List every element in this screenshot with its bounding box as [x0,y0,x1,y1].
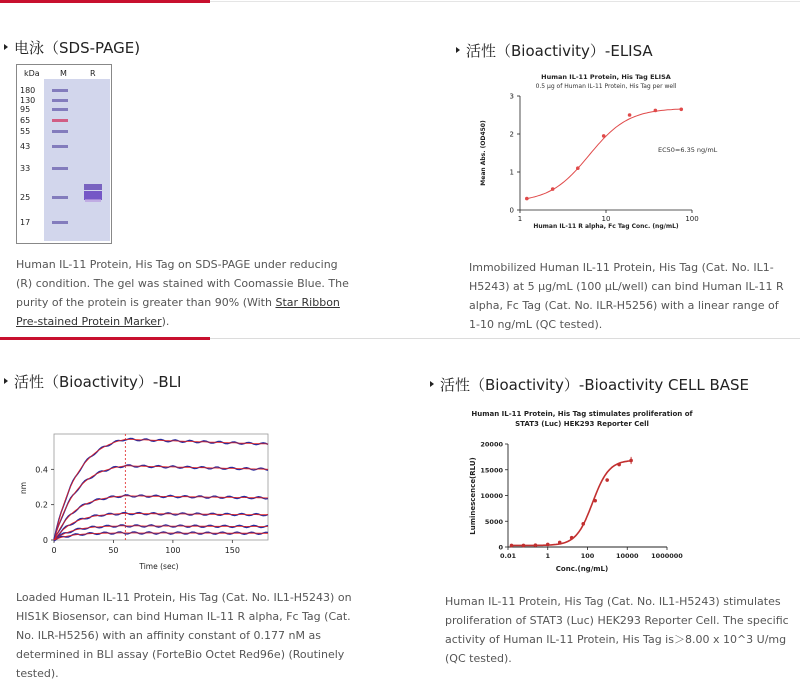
elisa-y-tick-label: 0 [509,206,514,215]
bli-sensorgram-c1 [54,439,268,541]
elisa-y-tick-label: 1 [509,168,514,177]
elisa-data-point [602,134,606,138]
elisa-description: Immobilized Human IL-11 Protein, His Tag (Cat. No. IL1-H5243) at 5 μg/mL (100 μL/well) can bind Human IL-11 R alpha, Fc Tag (Cat. No. ILR-H5256) with a linear range of 1-10 ng/mL (QC tested). [469,261,784,331]
elisa-y-tick-label: 2 [509,130,514,139]
cell-title [430,374,749,395]
elisa-ec50-annotation: EC50=6.35 ng/mL [658,146,718,154]
cell-y-tick-label: 20000 [480,440,503,449]
gel-marker-label: 180 [20,86,36,95]
bullet-triangle-icon [430,381,434,387]
cell-data-point [605,478,609,482]
elisa-data-point [576,166,580,170]
bli-y-tick-label: 0 [42,536,48,545]
bli-x-tick-label: 0 [51,546,57,555]
bli-title-text: 活性（Bioactivity）-BLI [14,373,182,391]
gel-marker-label: 65 [20,116,31,125]
cell-x-tick-label: 10000 [615,552,639,560]
gel-sample-band-upper [84,184,102,190]
cell-data-point [593,499,597,503]
cell-chart [462,404,693,576]
bli-y-label: nm [19,481,28,495]
cell-x-tick-label: 1000000 [651,552,683,560]
bli-x-label: Time (sec) [139,562,179,571]
gel-marker-label: 33 [20,164,31,173]
elisa-x-label: Human IL-11 R alpha, Fc Tag Conc. (ng/mL) [533,223,679,230]
bli-fit-c6 [54,533,268,540]
top-accent-bar [0,0,210,3]
sds-gel-image [16,64,112,244]
elisa-data-point [679,108,683,112]
gel-background [44,79,110,241]
cell-y-tick-label: 15000 [480,466,503,475]
cell-data-point [558,541,562,545]
cell-x-tick-label: 1 [545,552,551,560]
elisa-data-point [628,113,632,117]
cell-y-tick-label: 5000 [484,517,503,526]
cell-data-point [617,463,621,467]
bli-fit-c1 [54,439,268,540]
bli-plot-frame [54,434,268,540]
bli-title [4,371,181,392]
bullet-triangle-icon [4,378,8,384]
cell-data-point [546,543,550,547]
bullet-triangle-icon [4,44,8,50]
gel-ladder-band [52,108,68,111]
gel-ladder-band [52,145,68,148]
elisa-chart-title: Human IL-11 Protein, His Tag ELISA [541,73,671,81]
elisa-chart [470,70,718,240]
cell-data-point [510,544,514,548]
gel-marker-label: 55 [20,127,31,136]
cell-data-point [522,544,526,548]
elisa-data-point [525,197,529,201]
bli-x-tick-label: 100 [165,546,181,555]
cell-description: Human IL-11 Protein, His Tag (Cat. No. IL1-H5243) stimulates proliferation of STAT3 (Luc) HEK293 Reporter Cell. The specific activity of Human IL-11 Protein, His Tag is＞8.00 x 10^3 U/mg (QC tested). [445,595,789,665]
sds-description [16,255,356,331]
bli-x-tick-label: 50 [108,546,119,555]
gel-ladder-band [52,119,68,122]
elisa-title [456,40,653,61]
elisa-data-point [551,187,555,191]
gel-ladder-band [52,89,68,92]
section-divider-accent [0,337,210,340]
cell-chart-title: Human IL-11 Protein, His Tag stimulates proliferation of [471,410,693,418]
cell-data-point [534,543,538,547]
bli-chart [14,428,274,578]
gel-ladder-band [52,99,68,102]
gel-marker-label: 95 [20,105,31,114]
elisa-x-tick-label: 100 [685,215,699,223]
sds-desc-tail: ). [161,315,170,328]
elisa-data-point [654,109,658,113]
sds-title [4,37,140,58]
cell-data-point [570,536,574,540]
bli-y-tick-label: 0.2 [35,500,48,510]
gel-ladder-band [52,221,68,224]
cell-title-text: 活性（Bioactivity）-Bioactivity CELL BASE [440,376,750,394]
gel-lane-m-label: M [60,69,67,78]
gel-ladder-band [52,196,68,199]
gel-marker-label: 25 [20,193,31,202]
gel-lane-r-label: R [90,69,96,78]
cell-y-label: Luminescence(RLU) [469,457,477,535]
cell-x-tick-label: 0.01 [499,552,517,560]
bullet-triangle-icon [456,47,460,53]
gel-sample-band-lower [84,191,102,200]
gel-marker-label: 43 [20,142,31,151]
elisa-y-tick-label: 3 [509,92,514,101]
cell-y-tick-label: 10000 [480,492,503,500]
cell-fit-curve [512,461,632,546]
elisa-x-tick-label: 1 [517,215,523,223]
cell-x-label: Conc.(ng/mL) [555,565,609,573]
elisa-title-text: 活性（Bioactivity）-ELISA [466,42,653,60]
gel-marker-label: 130 [20,96,36,105]
cell-x-tick-label: 100 [580,552,595,560]
bli-x-tick-label: 150 [224,546,240,555]
sds-title-text: 电泳（SDS-PAGE) [14,39,141,57]
elisa-chart-subtitle: 0.5 μg of Human IL-11 Protein, His Tag per well [535,83,677,90]
bli-y-tick-label: 0.4 [35,465,48,475]
gel-marker-label: 17 [20,218,31,227]
sds-desc-text: Human IL-11 Protein, His Tag on SDS-PAGE under reducing (R) condition. The gel was stained with Coomassie Blue. The purity of the protein is greater than 90% (With [16,258,349,309]
elisa-y-label: Mean Abs. (OD450) [480,120,487,186]
gel-kda-label: kDa [24,69,40,78]
elisa-x-tick-label: 10 [601,215,611,223]
top-rule [210,1,800,2]
gel-ladder-band [52,130,68,133]
cell-data-point [581,522,585,526]
bli-description: Loaded Human IL-11 Protein, His Tag (Cat. No. IL1-H5243) on HIS1K Biosensor, can bind Human IL-11 R alpha, Fc Tag (Cat. No. ILR-H5256) with an affinity constant of 0.177 nM as determined in BLI assay (ForteBio Octet Red96e) (Routinely tested). [16,591,352,680]
cell-y-tick-label: 0 [498,543,503,552]
gel-sample-band-faint [85,199,101,202]
gel-ladder-band [52,167,68,170]
cell-chart-subtitle: STAT3 (Luc) HEK293 Reporter Cell [515,420,649,428]
star-ribbon-marker-link[interactable]: Star Ribbon Pre-stained Protein Marker [16,296,340,328]
